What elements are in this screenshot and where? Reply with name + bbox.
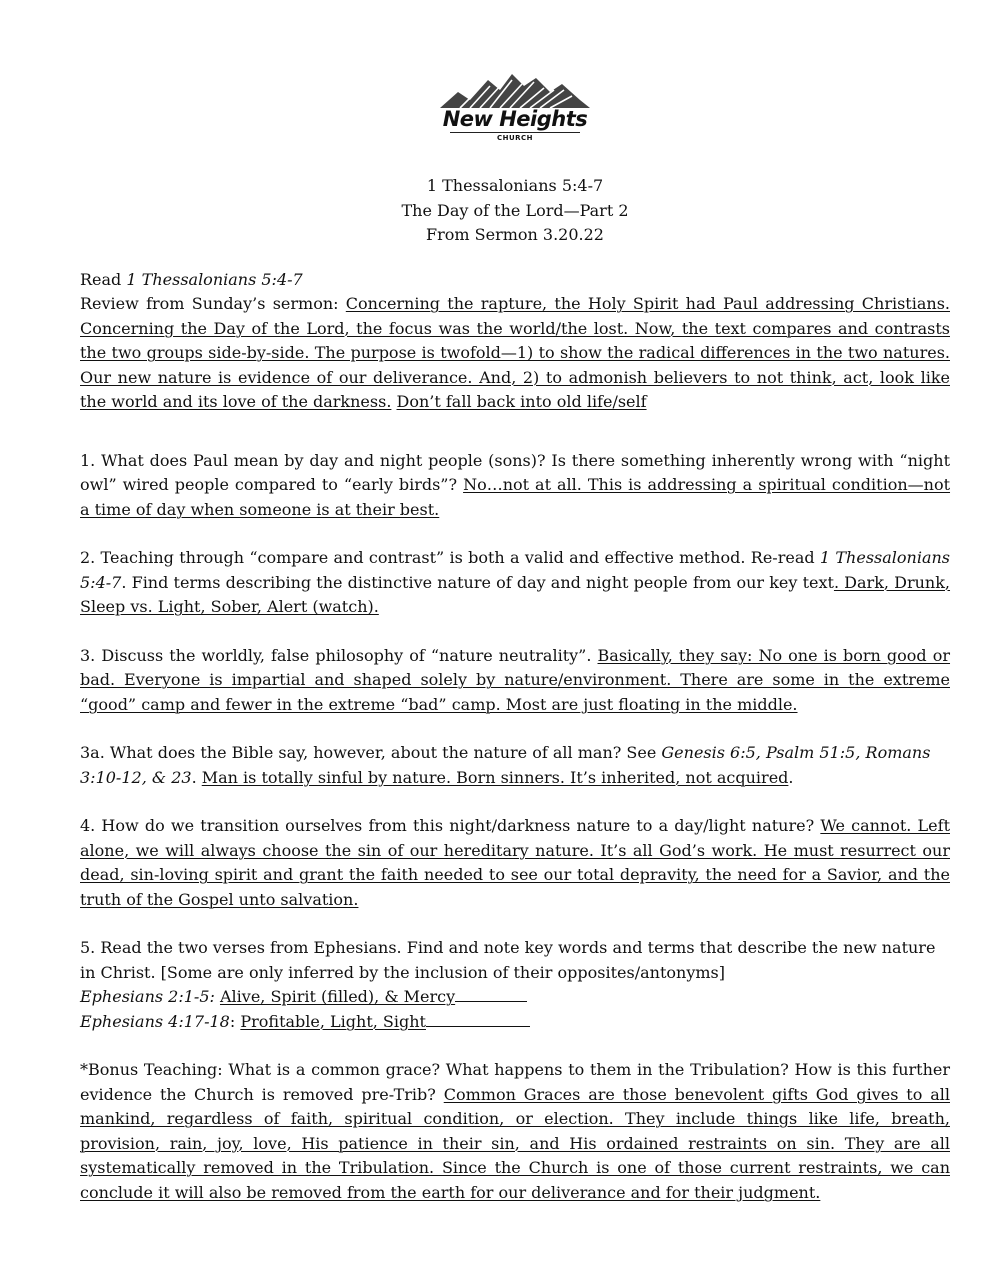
logo-subtitle: CHURCH (496, 134, 534, 142)
church-logo (415, 70, 615, 160)
question-4: 4. How do we transition ourselves from this night/darkness nature to a day/light nature? We cannot. Left alone, we will always choose the sin of our hereditary nature. It’s all God’s work. He must resurrect our dead, sin-loving spirit and grant the faith needed to see our total depravity, the need for a Savior, and the truth of the Gospel unto salvation. (80, 816, 950, 909)
answer-3: Basically, they say: No one is born good or bad. Everyone is impartial and shaped solely by nature/environment. There are some in the extreme “good” camp and fewer in the extreme “bad” camp. Most are just floating in the middle. (80, 645, 951, 714)
question-2: 2. Teaching through “compare and contrast” is both a valid and effective method. Re-read 1 Thessalonians 5:4-7. Find terms describing the distinctive nature of day and night people from our key text. Dark, Drunk, Sleep vs. Light, Sober, Alert (watch). (80, 548, 951, 616)
question-3a-references: Genesis 6:5, Psalm 51:5, Romans 3:10-12, & 23 (80, 743, 931, 787)
question-5-line-1 (80, 985, 950, 1010)
mountain-logo-icon (440, 70, 590, 110)
answer-5a: Alive, Spirit (filled), & Mercy (219, 987, 456, 1006)
worksheet-page (80, 70, 950, 1205)
review-paragraph: Review from Sunday’s sermon: Concerning the rapture, the Holy Spirit had Paul addressing Christians. Concerning the Day of the Lord, the focus was the world/the lost. Now, the text compares and contrasts the two groups side-by-side. The purpose is twofold—1) to show the radical differences in the two natures. Our new nature is evidence of our deliverance. And, 2) to admonish believers to not think, act, look like the world and its love of the darkness. Don’t fall back into old life/self (80, 294, 950, 411)
review-answer: Concerning the rapture, the Holy Spirit had Paul addressing Christians. Concerning the Day of the Lord, the focus was the world/the lost. Now, the text compares and contrasts the two groups side-by-side. The purpose is twofold—1) to show the radical differences in the two natures. Our new nature is evidence of our deliverance. And, 2) to admonish believers to not think, act, look like the world and its love of the darkness. (80, 294, 950, 411)
question-5-reference-2: Ephesians 4:17-18 (80, 1011, 230, 1031)
lesson-title: The Day of the Lord—Part 2 (401, 200, 629, 220)
answer-5b: Profitable, Light, Sight (240, 1011, 426, 1031)
answer-1: No…not at all. This is addressing a spiritual condition—not a time of day when someone is at their best. (80, 475, 951, 519)
question-5: 5. Read the two verses from Ephesians. Find and note key words and terms that describe the new nature in Christ. [Some are only inferred by the inclusion of their opposites/antonyms] (80, 938, 936, 982)
question-5-line-2: Ephesians 4:17-18: Profitable, Light, Sight (80, 1010, 950, 1035)
logo-wordmark: New Heights (442, 107, 588, 131)
answer-3a: Man is totally sinful by nature. Born sinners. It’s inherited, not acquired (201, 767, 789, 787)
question-5-reference-1: Ephesians 2:1-5: (80, 987, 215, 1006)
bonus-answer: Common Graces are those benevolent gifts God gives to all mankind, regardless of faith, spiritual condition, or election. They include things like life, breath, provision, rain, joy, love, His patience in their sin, and His ordained restraints on sin. They are all systematically removed in the Tribulation. Since the Church is one of those current restraints, we can conclude it will also be removed from the earth for our deliverance and for their judgment. (80, 1084, 950, 1202)
lesson-reference: 1 Thessalonians 5:4-7 (426, 176, 604, 195)
review-answer-2: Don’t fall back into old life/self (396, 392, 647, 411)
bonus-question: *Bonus Teaching: What is a common grace? What happens to them in the Tribulation? How is this further evidence the Church is removed pre-Trib? Common Graces are those benevolent gifts God gives to all mankind, regardless of faith, spiritual condition, or election. They include things like life, breath, provision, rain, joy, love, His patience in their sin, and His ordained restraints on sin. They are all systematically removed in the Tribulation. Since the Church is one of those current restraints, we can conclude it will also be removed from the earth for our deliverance and for their judgment. (80, 1060, 950, 1202)
logo-divider (450, 132, 580, 133)
question-2-reference: 1 Thessalonians 5:4-7 (80, 548, 951, 592)
answer-4: We cannot. Left alone, we will always choose the sin of our hereditary nature. It’s all God’s work. He must resurrect our dead, sin-loving spirit and grant the faith needed to see our total depravity, the need for a Savior, and the truth of the Gospel unto salvation. (80, 816, 950, 909)
question-3a: 3a. What does the Bible say, however, about the nature of all man? See Genesis 6:5, Psalm 51:5, Romans 3:10-12, & 23. Man is totally sinful by nature. Born sinners. It’s inherited, not acquired. (80, 743, 931, 787)
question-3: 3. Discuss the worldly, false philosophy of “nature neutrality”. Basically, they say: No one is born good or bad. Everyone is impartial and shaped solely by nature/environment. There are some in the extreme “good” camp and fewer in the extreme “bad” camp. Most are just floating in the middle. (80, 645, 951, 714)
answer-5a-blank (455, 1000, 527, 1002)
question-1: 1. What does Paul mean by day and night people (sons)? Is there something inherently wrong with “night owl” wired people compared to “early birds”? No…not at all. This is addressing a spiritual condition—not a time of day when someone is at their best. (80, 450, 951, 519)
read-reference: 1 Thessalonians 5:4-7 (126, 269, 303, 289)
answer-5b-blank (426, 1025, 530, 1027)
answer-2: . Dark, Drunk, Sleep vs. Light, Sober, Alert (watch). (80, 572, 951, 616)
lesson-header (80, 174, 950, 248)
read-instruction: Read 1 Thessalonians 5:4-7 (80, 269, 303, 289)
lesson-sermon-date: From Sermon 3.20.22 (426, 225, 604, 244)
